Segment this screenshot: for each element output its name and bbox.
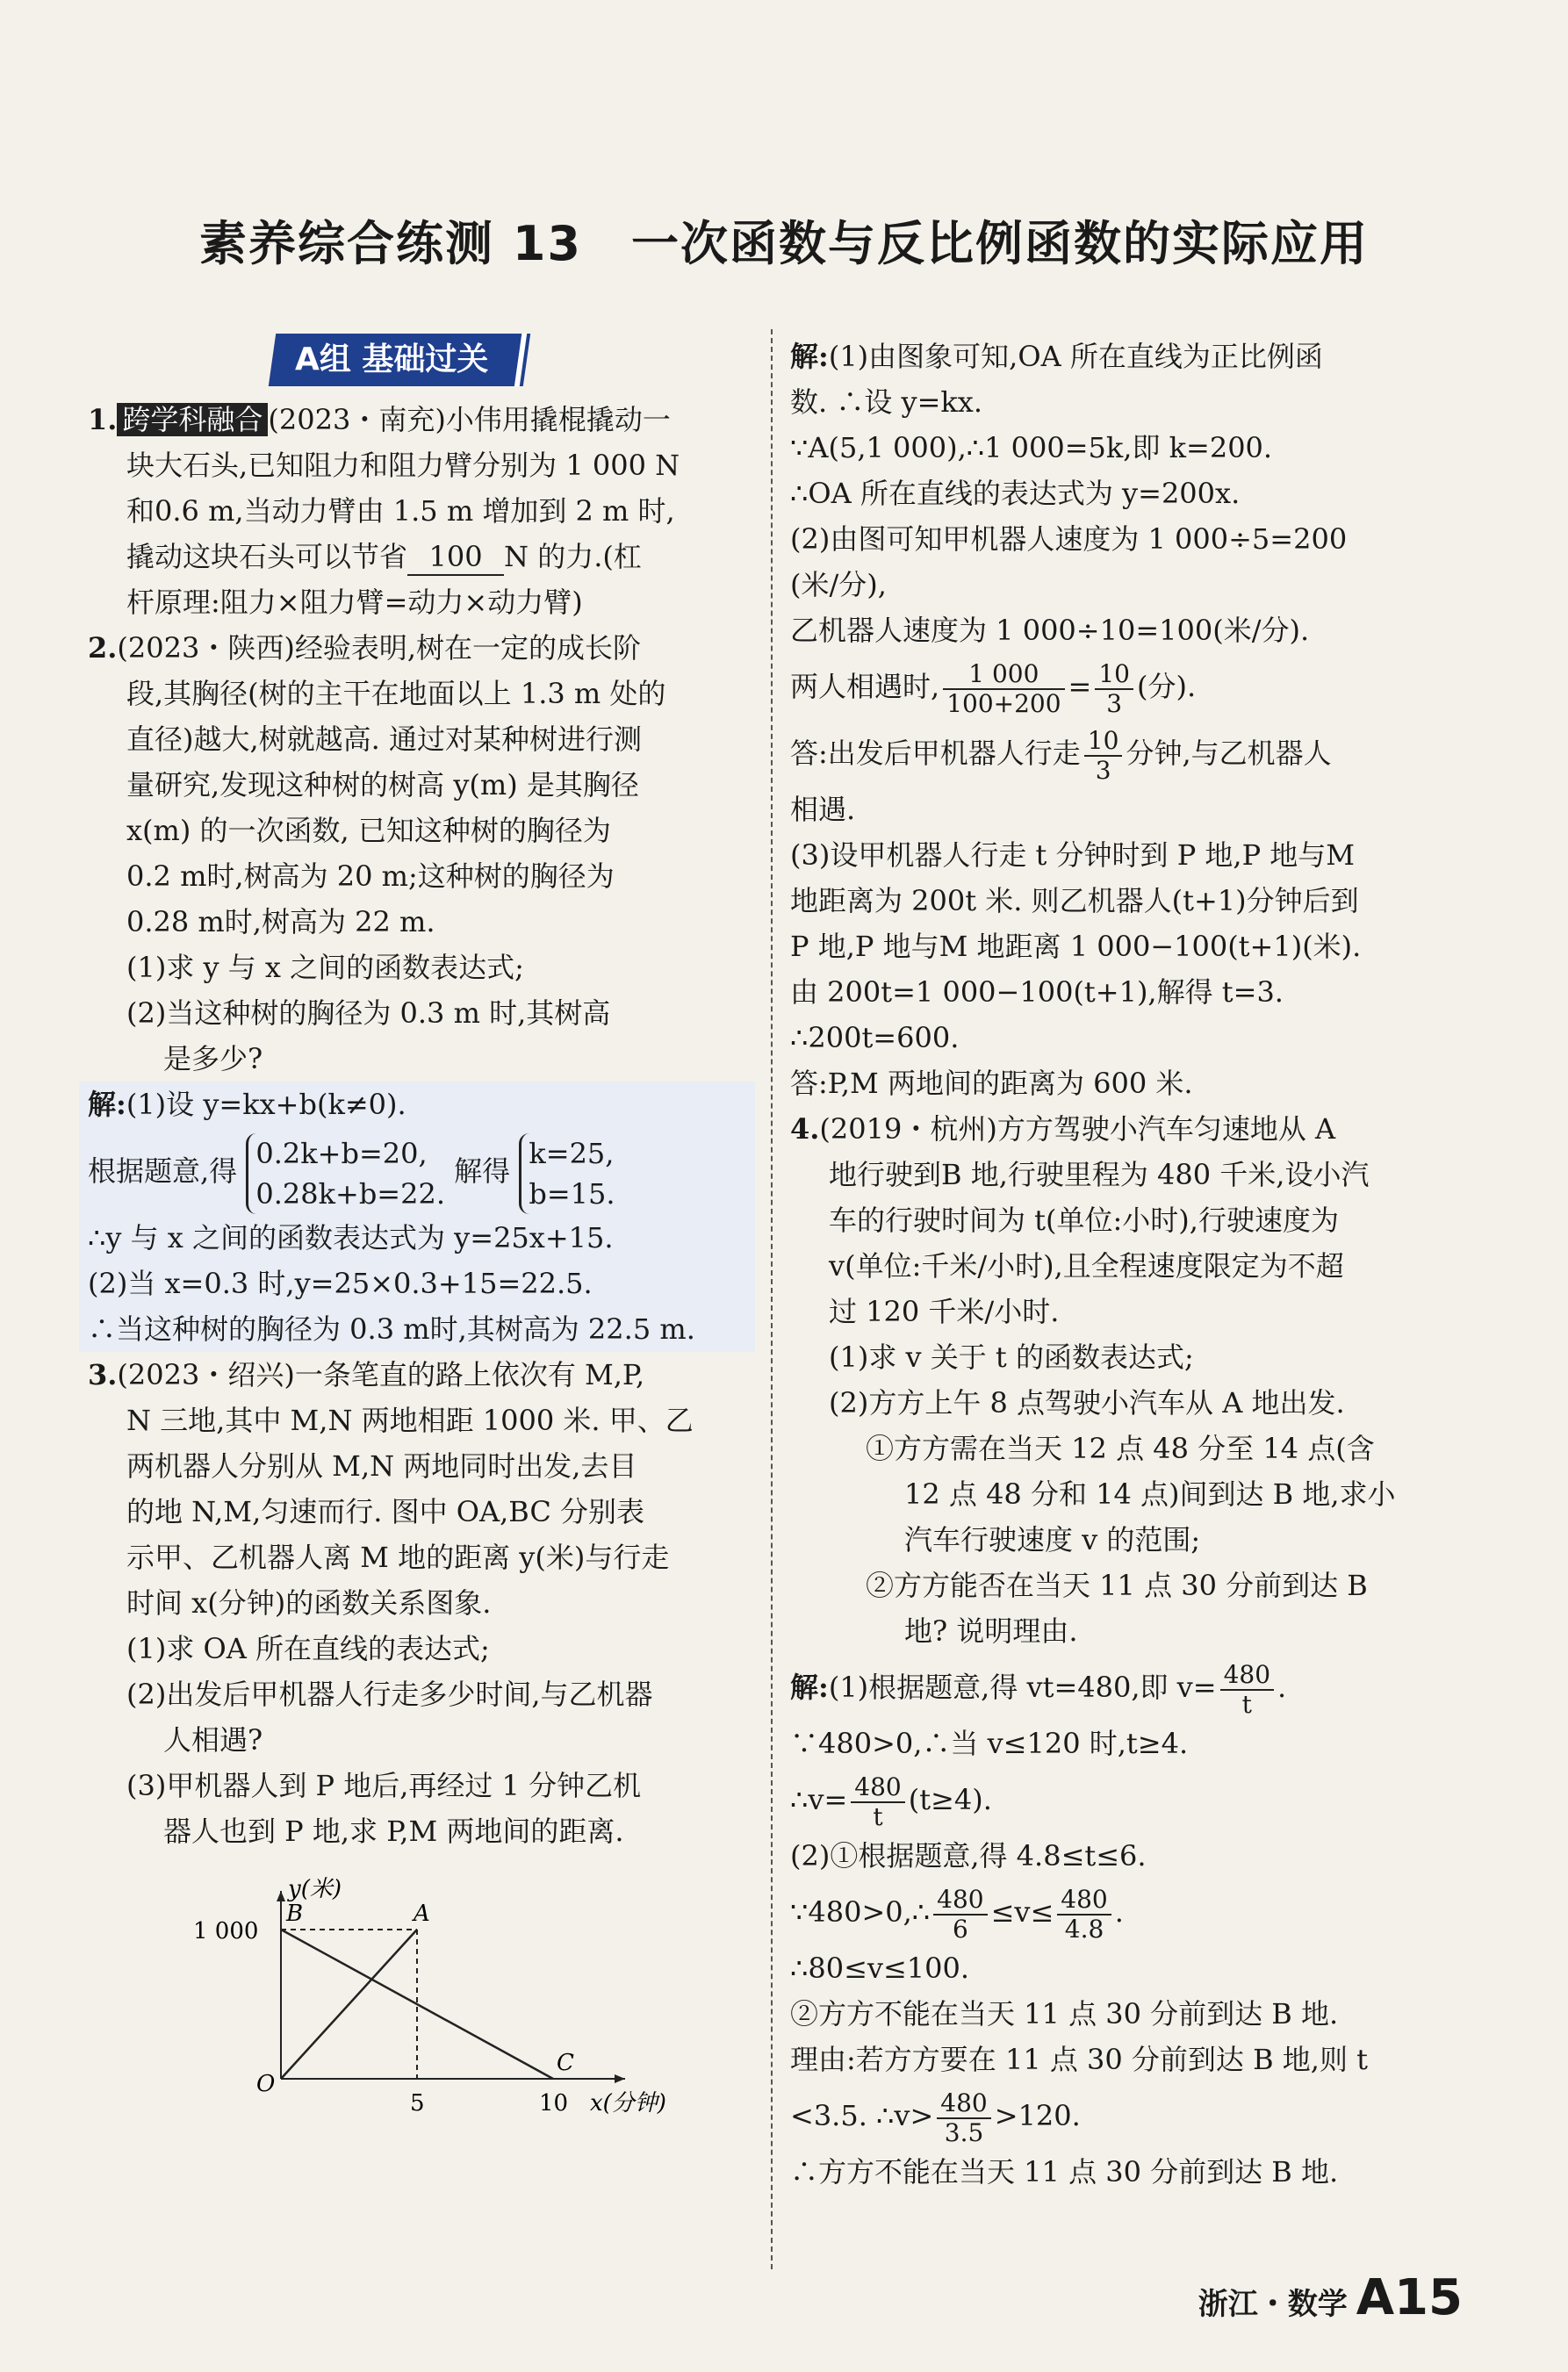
x-axis-label: x(分钟) bbox=[590, 2090, 666, 2117]
fraction: $\frac{1 000}{100+200}$ bbox=[943, 660, 1064, 718]
question-2: 2.(2023・陕西)经验表明,树在一定的成长阶 段,其胸径(树的主干在地面以上 1.3 m 处的 直径)越大,树就越高. 通过对某种树进行测 量研究,发现这种树的树高 y(m) 是其胸径 x(m) 的一次函数, 已知这种树的胸径为 0.2 m时,树高为 20 m;这种树的胸径为 0.28 m时,树高为 22 m. (1)求 y 与 x 之间的函数表达式; (2)当这种树的胸径为 0.3 m 时,其树高 是多少? bbox=[88, 631, 666, 1075]
fraction: $\frac{480}{4.8}$ bbox=[1057, 1886, 1111, 1944]
point-label-a: A bbox=[414, 1901, 430, 1927]
group-header: A组 基础过关 bbox=[269, 334, 522, 386]
fraction: $\frac{10}{3}$ bbox=[1084, 727, 1123, 785]
fraction: $\frac{480}{t}$ bbox=[1220, 1661, 1274, 1719]
region-subject: 浙江・数学 bbox=[1198, 2287, 1348, 2322]
fraction: $\frac{480}{t}$ bbox=[851, 1773, 904, 1831]
left-column bbox=[88, 334, 755, 2123]
page-number: A15 bbox=[1356, 2269, 1463, 2326]
y-axis-label: y(米) bbox=[288, 1876, 342, 1902]
y-axis-arrow bbox=[277, 1891, 285, 1901]
interdisciplinary-tag: 跨学科融合 bbox=[117, 403, 268, 436]
point-label-c: C bbox=[557, 2050, 574, 2076]
x-axis-arrow bbox=[615, 2074, 625, 2083]
equation-system: 0.2k+b=20, 0.28k+b=22. bbox=[246, 1133, 445, 1214]
point-label-b: B bbox=[286, 1901, 304, 1927]
fraction: $\frac{480}{3.5}$ bbox=[937, 2089, 990, 2147]
series-line-oa bbox=[281, 1930, 417, 2079]
question-4: 4.(2019・杭州)方方驾驶小汽车匀速地从 A 地行驶到B 地,行驶里程为 480 千米,设小汽 车的行驶时间为 t(单位:小时),行驶速度为 v(单位:千米/小时),且全程速度限定为不超 过 120 千米/小时. (1)求 v 关于 t 的函数表达式; (2)方方上午 8 点驾驶小汽车从 A 地出发. ①方方需在当天 12 点 48 分至 14 点(含 12 点 48 分和 14 点)间到达 B 地,求小 汽车行驶速度 v 的范围; ②方方能否在当天 11 点 30 分前到达 B 地? 说明理由. bbox=[790, 1112, 1396, 1648]
solution-2: 解:(1)设 y=kx+b(k≠0). 根据题意,得 0.2k+b=20, 0.28k+b=22. 解得 k=25, b=15. ∴y 与 x 之间的函数表达式为 y=25x+15. (2)当 x=0.3 时,y=25×0.3+15=22.5. ∴当这种树的胸径为 0.3 m时,其树高为 22.5 m. bbox=[79, 1082, 755, 1352]
fraction: $\frac{10}{3}$ bbox=[1095, 660, 1133, 718]
question-1: 1. 跨学科融合 (2023・南充)小伟用撬棍撬动一 块大石头,已知阻力和阻力臂分别为 1 000 N 和0.6 m,当动力臂由 1.5 m 增加到 2 m 时, 撬动这块石头可以节省 100 N 的力.(杠 杆原理:阻力×阻力臂=动力×动力臂) bbox=[88, 403, 680, 619]
origin-label: O bbox=[256, 2071, 276, 2097]
page-title: 素养综合练测 13 一次函数与反比例函数的实际应用 bbox=[199, 216, 1369, 271]
answer-blank: 100 bbox=[407, 539, 504, 576]
page-footer bbox=[1198, 2269, 1463, 2326]
right-column bbox=[790, 334, 1457, 2195]
fraction: $\frac{480}{6}$ bbox=[933, 1886, 987, 1944]
graph-svg bbox=[88, 1859, 755, 2123]
column-divider bbox=[771, 329, 773, 2269]
solution-system: k=25, b=15. bbox=[519, 1133, 615, 1214]
solution-3: 解:(1)由图象可知,OA 所在直线为正比例函 数. ∴设 y=kx. ∵A(5,1 000),∴1 000=5k,即 k=200. ∴OA 所在直线的表达式为 y=200x. (2)由图可知甲机器人速度为 1 000÷5=200 (米/分), 乙机器人速度为 1 000÷10=100(米/分). 两人相遇时, $\frac{1 000}{100+200}$ = $\frac{10}{3}$ (分). 答:出发后甲机器人行走 $\frac{10}{3}$ 分钟,与乙机器人 相遇. (3)设甲机器人行走 t 分钟时到 P 地,P 地与M 地距离为 200t 米. 则乙机器人(t+1)分钟后到 P 地,P 地与M 地距离 1 000−100(t+1)(米). 由 200t=1 000−100(t+1),解得 t=3. ∴200t=600. 答:P,M 两地间的距离为 600 米. bbox=[790, 340, 1362, 1100]
solution-4: 解:(1)根据题意,得 vt=480,即 v= $\frac{480}{t}$ . ∵480>0,∴当 v≤120 时,t≥4. ∴v= $\frac{480}{t}$ (t≥4). (2)①根据题意,得 4.8≤t≤6. ∵480>0,∴ $\frac{480}{6}$ ≤v≤ $\frac{480}{4.8}$ . ∴80≤v≤100. ②方方不能在当天 11 点 30 分前到达 B 地. 理由:若方方要在 11 点 30 分前到达 B 地,则 t <3.5. ∴v> $\frac{480}{3.5}$ >120. ∴方方不能在当天 11 点 30 分前到达 B 地. bbox=[790, 1659, 1368, 2189]
x-tick-label: 5 bbox=[410, 2090, 425, 2117]
x-tick-label: 10 bbox=[539, 2090, 569, 2117]
y-tick-label: 1 000 bbox=[193, 1918, 259, 1944]
distance-time-graph bbox=[88, 1859, 755, 2123]
question-3: 3.(2023・绍兴)一条笔直的路上依次有 M,P, N 三地,其中 M,N 两地相距 1000 米. 甲、乙 两机器人分别从 M,N 两地同时出发,去目 的地 N,M,匀速而行. 图中 OA,BC 分别表 示甲、乙机器人离 M 地的距离 y(米)与行走 时间 x(分钟)的函数关系图象. (1)求 OA 所在直线的表达式; (2)出发后甲机器人行走多少时间,与乙机器 人相遇? (3)甲机器人到 P 地后,再经过 1 分钟乙机 器人也到 P 地,求 P,M 两地间的距离. bbox=[88, 1358, 694, 1848]
